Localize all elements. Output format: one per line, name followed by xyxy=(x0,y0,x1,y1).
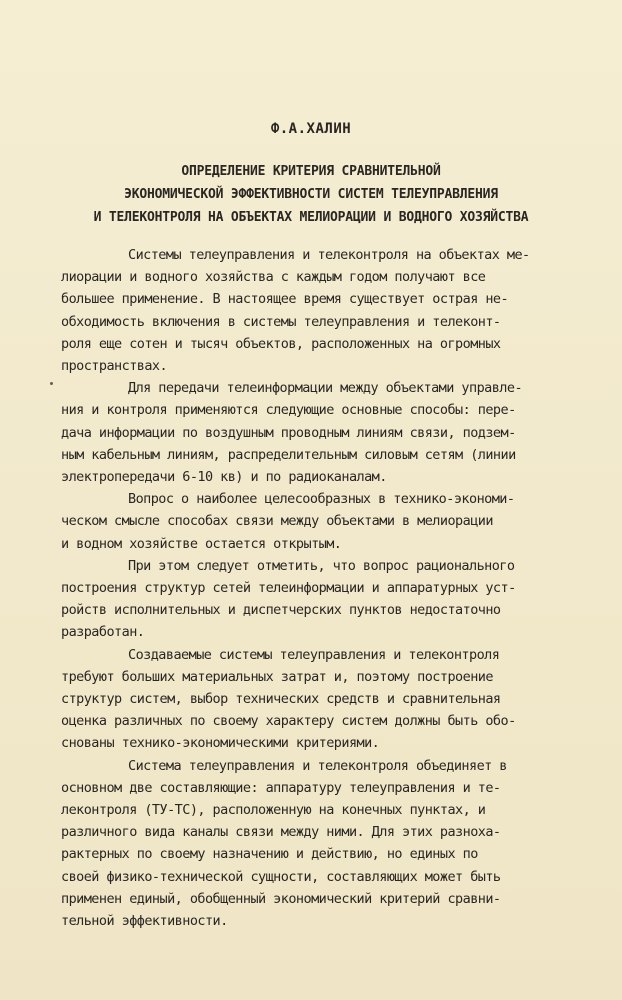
text-line: применен единый, обобщенный экономический критерий сравни- xyxy=(61,890,501,907)
text-line: большее применение. В настоящее время существует острая не- xyxy=(61,291,509,308)
text-line: ным кабельным линиям, распределительным силовым сетям (линии xyxy=(61,446,516,463)
text-line: Система телеуправления и телеконтроля объединяет в xyxy=(128,757,507,774)
title-line: ОПРЕДЕЛЕНИЕ КРИТЕРИЯ СРАВНИТЕЛЬНОЙ xyxy=(181,164,441,179)
text-line: и водном хозяйстве остается открытым. xyxy=(61,535,342,552)
margin-mark xyxy=(50,382,53,385)
text-line: снованы технико-экономическими критериями. xyxy=(61,735,380,752)
text-line: построения структур сетей телеинформации и аппаратурных уст- xyxy=(61,580,516,597)
paragraph xyxy=(61,644,581,755)
text-line: леконтроля (ТУ-ТС), расположенную на конечных пунктах, и xyxy=(61,802,486,819)
text-line: Вопрос о наиболее целесообразных в технико-экономи- xyxy=(128,491,515,508)
text-line: своей физико-технической сущности, составляющих может быть xyxy=(61,868,501,885)
text-line: требуют больших материальных затрат и, поэтому построение xyxy=(61,668,493,685)
text-line: пространствах. xyxy=(61,358,168,375)
paragraph xyxy=(61,244,581,377)
text-line: различного вида каналы связи между ними. Для этих разноха- xyxy=(61,824,501,841)
body-text xyxy=(61,244,581,932)
text-line: роля еще сотен и тысяч объектов, расположенных на огромных xyxy=(61,335,501,352)
text-line: разработан. xyxy=(61,624,145,641)
text-line: лиорации и водного хозяйства с каждым годом получают все xyxy=(61,269,486,286)
text-line: Системы телеуправления и телеконтроля на объектах ме- xyxy=(128,247,530,263)
title-line: И ТЕЛЕКОНТРОЛЯ НА ОБЪЕКТАХ МЕЛИОРАЦИИ И ВОДНОГО ХОЗЯЙСТВА xyxy=(93,210,529,225)
paragraph xyxy=(61,555,581,644)
text-line: электропередачи 6-10 кв) и по радиоканалам. xyxy=(61,469,387,486)
text-line: тельной эффективности. xyxy=(61,913,228,930)
author-name: Ф.А.ХАЛИН xyxy=(270,121,352,137)
paragraph xyxy=(61,377,581,488)
paragraph xyxy=(61,755,581,933)
text-line: структур систем, выбор технических средств и сравнительная xyxy=(61,691,501,708)
text-line: дача информации по воздушным проводным линиям связи, подзем- xyxy=(61,424,516,441)
text-line: При этом следует отметить, что вопрос рационального xyxy=(128,557,515,574)
text-line: оценка различных по своему характеру систем должны быть обо- xyxy=(61,713,516,730)
text-line: ния и контроля применяются следующие основные способы: пере- xyxy=(61,402,516,419)
text-line: ройств исполнительных и диспетчерских пунктов недостаточно xyxy=(61,602,501,619)
text-line: Создаваемые системы телеуправления и телеконтроля xyxy=(128,646,500,663)
article-title xyxy=(0,160,622,229)
title-line: ЭКОНОМИЧЕСКОЙ ЭФФЕКТИВНОСТИ СИСТЕМ ТЕЛЕУПРАВЛЕНИЯ xyxy=(124,187,498,202)
paragraph xyxy=(61,488,581,555)
text-line: рактерных по своему назначению и действию, но единых по xyxy=(61,846,478,863)
text-line: Для передачи телеинформации между объектами управле- xyxy=(128,380,523,397)
text-line: ческом смысле способах связи между объектами в мелиорации xyxy=(61,513,493,530)
text-line: основном две составляющие: аппаратуру телеуправления и те- xyxy=(61,779,501,796)
text-line: обходимость включения в системы телеуправления и телеконт- xyxy=(61,313,501,330)
